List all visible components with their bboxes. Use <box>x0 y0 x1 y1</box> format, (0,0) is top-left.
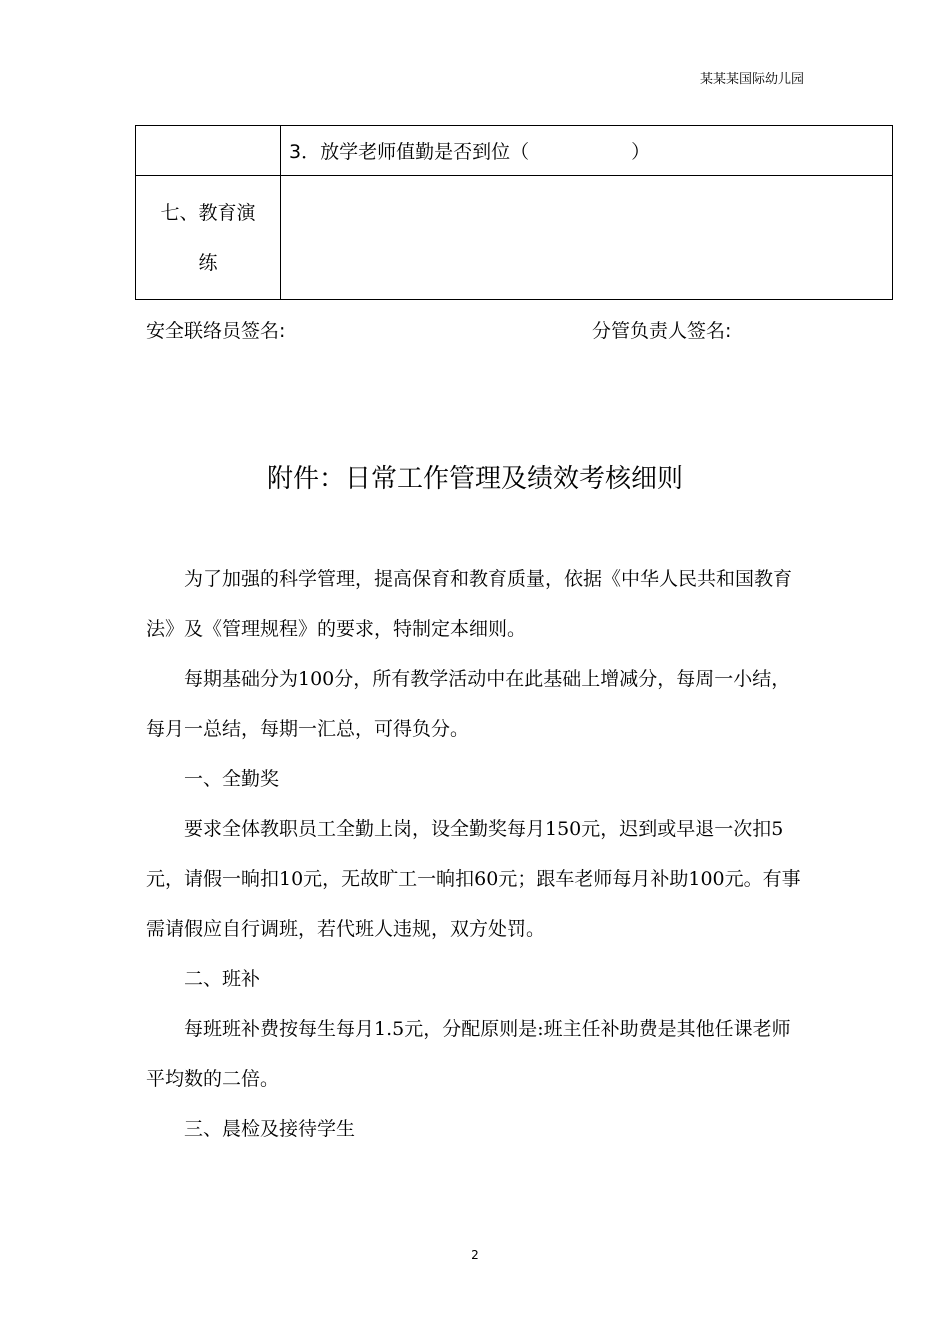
table-cell-duty-check <box>281 126 893 176</box>
section-1-body: 要求全体教职员工全勤上岗，设全勤奖每月150元，迟到或早退一次扣5元，请假一晌扣10元，无故旷工一晌扣60元；跟车老师每月补助100元。有事需请假应自行调班，若代班人违规，双方处罚。 <box>146 818 801 940</box>
section-3-title: 三、晨检及接待学生 <box>184 1118 356 1140</box>
document-body <box>146 554 806 1154</box>
base-score-paragraph: 每期基础分为100分，所有教学活动中在此基础上增减分，每周一小结，每月一总结，每期一汇总，可得负分。 <box>146 668 791 740</box>
page-title: 附件：日常工作管理及绩效考核细则 <box>266 464 683 494</box>
duty-check-close: ） <box>631 141 651 163</box>
table-row <box>136 126 893 176</box>
table-row <box>136 176 893 300</box>
section-2-body: 每班班补费按每生每月1.5元，分配原则是:班主任补助费是其他任课老师平均数的二倍。 <box>146 1018 791 1090</box>
supervisor-signature-label: 分管负责人签名: <box>592 320 732 342</box>
section-1-title: 一、全勤奖 <box>184 768 280 790</box>
header-org-name: 某某某国际幼儿园 <box>699 72 804 87</box>
table-cell-drill-label <box>136 176 281 300</box>
drill-label-line2: 练 <box>198 251 218 274</box>
table-cell-drill-content <box>281 176 893 300</box>
signature-row <box>146 316 766 343</box>
table-cell-empty <box>136 126 281 176</box>
safety-liaison-signature-label: 安全联络员签名: <box>146 320 286 342</box>
section-2-title: 二、班补 <box>184 968 261 990</box>
intro-paragraph: 为了加强的科学管理，提高保育和教育质量，依据《中华人民共和国教育法》及《管理规程》的要求，特制定本细则。 <box>146 568 793 640</box>
drill-label-line1: 七、教育演 <box>160 201 256 224</box>
safety-check-table <box>135 125 893 300</box>
drill-label <box>136 188 280 288</box>
duty-check-text: 3．放学老师值勤是否到位（ <box>289 141 530 163</box>
page-number: 2 <box>471 1248 479 1262</box>
